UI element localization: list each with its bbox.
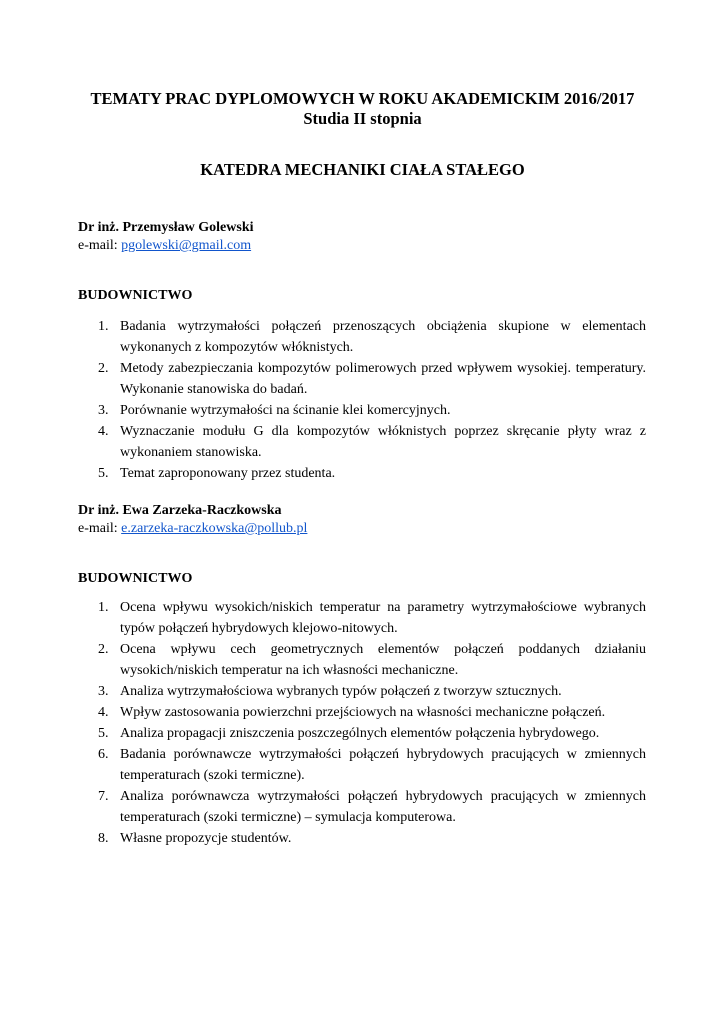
topic-text: Badania wytrzymałości połączeń przenoszących obciążenia skupione w elementach wykonanych z kompozytów włóknistych. [120, 319, 646, 355]
topic-text: Analiza wytrzymałościowa wybranych typów połączeń z tworzyw sztucznych. [120, 684, 562, 699]
email-label: e-mail: [78, 521, 122, 536]
email-link[interactable]: e.zarzeka-raczkowska@pollub.pl [121, 521, 308, 536]
topic-number: 7. [98, 789, 109, 804]
topic-text: Wyznaczanie modułu G dla kompozytów włóknistych poprzez skręcanie płyty wraz z wykonaniem stanowiska. [120, 424, 646, 460]
supervisor-name: Dr inż. Ewa Zarzeka-Raczkowska [78, 503, 282, 518]
topic-text: Wpływ zastosowania powierzchni przejściowych na własności mechaniczne połączeń. [120, 705, 606, 720]
email-link[interactable]: pgolewski@gmail.com [121, 238, 252, 253]
topic-text: Własne propozycje studentów. [120, 831, 292, 846]
topic-item [78, 828, 646, 849]
topic-item [78, 358, 646, 400]
topic-text: Metody zabezpieczania kompozytów polimerowych przed wpływem wysokiej. temperatury. Wykonanie stanowiska do badań. [120, 361, 646, 397]
supervisor-email-row [78, 237, 251, 255]
topic-item [78, 681, 646, 702]
topic-number: 8. [98, 831, 109, 846]
document-title: TEMATY PRAC DYPLOMOWYCH W ROKU AKADEMICKIM 2016/2017 [90, 89, 635, 108]
topic-item [78, 786, 646, 828]
topic-number: 4. [98, 705, 109, 720]
field-heading: BUDOWNICTWO [78, 571, 193, 586]
topic-item [78, 723, 646, 744]
document-subtitle: Studia II stopnia [303, 109, 422, 128]
supervisor-email-row [78, 520, 307, 538]
topic-number: 4. [98, 424, 109, 439]
topic-text: Analiza porównawcza wytrzymałości połączeń hybrydowych pracujących w zmiennych temperaturach (szoki termiczne) – symulacja komputerowa. [120, 789, 646, 825]
topic-number: 2. [98, 361, 109, 376]
topic-text: Analiza propagacji zniszczenia poszczególnych elementów połączenia hybrydowego. [120, 726, 600, 741]
topic-number: 5. [98, 726, 109, 741]
topic-item [78, 316, 646, 358]
topic-text: Ocena wpływu cech geometrycznych elementów połączeń poddanych działaniu wysokich/niskich temperatur na ich własności mechaniczne. [120, 642, 646, 678]
topic-item [78, 702, 646, 723]
department-heading: KATEDRA MECHANIKI CIAŁA STAŁEGO [200, 160, 525, 179]
topic-item [78, 744, 646, 786]
topic-item [78, 639, 646, 681]
topic-number: 1. [98, 600, 109, 615]
topic-item [78, 400, 646, 421]
email-label: e-mail: [78, 238, 122, 253]
topic-item [78, 421, 646, 463]
topic-text: Ocena wpływu wysokich/niskich temperatur na parametry wytrzymałościowe wybranych typów połączeń hybrydowych klejowo-nitowych. [120, 600, 646, 636]
topic-number: 3. [98, 403, 109, 418]
topic-text: Porównanie wytrzymałości na ścinanie klei komercyjnych. [120, 403, 451, 418]
field-heading: BUDOWNICTWO [78, 288, 193, 303]
topic-text: Temat zaproponowany przez studenta. [120, 466, 336, 481]
topic-item [78, 597, 646, 639]
topic-list [78, 597, 646, 849]
topic-list [78, 316, 646, 484]
topic-item [78, 463, 646, 484]
supervisor-name: Dr inż. Przemysław Golewski [78, 220, 254, 235]
topic-text: Badania porównawcze wytrzymałości połączeń hybrydowych pracujących w zmiennych temperaturach (szoki termiczne). [120, 747, 646, 783]
topic-number: 2. [98, 642, 109, 657]
topic-number: 3. [98, 684, 109, 699]
topic-number: 1. [98, 319, 109, 334]
topic-number: 6. [98, 747, 109, 762]
topic-number: 5. [98, 466, 109, 481]
